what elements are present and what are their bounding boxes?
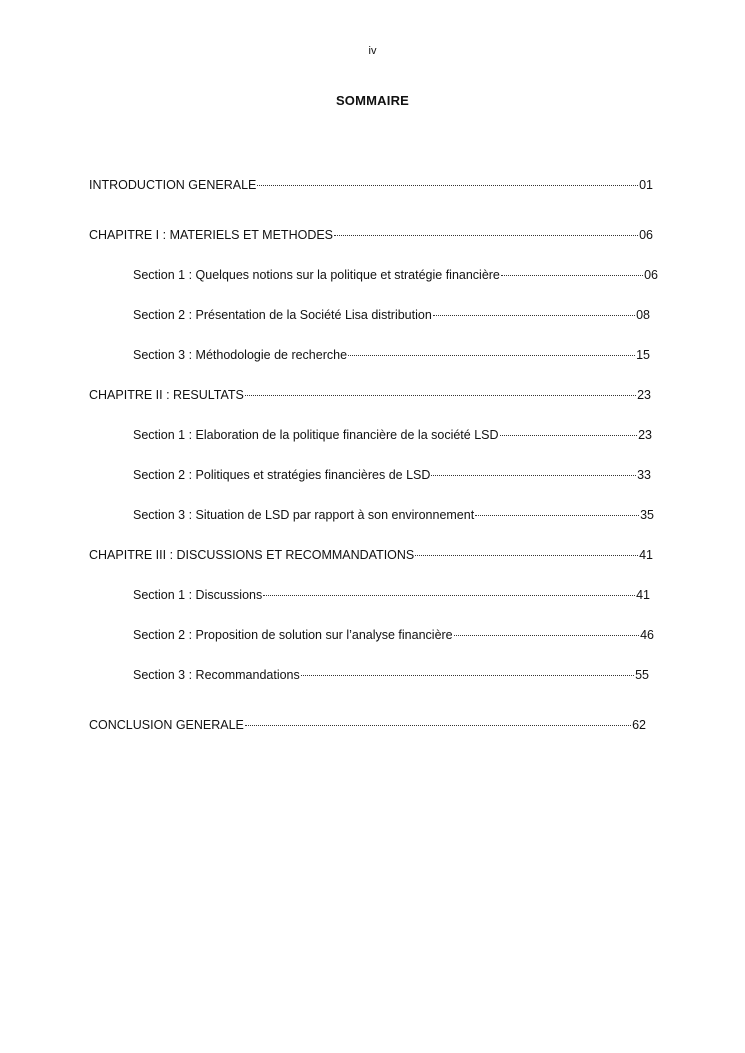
dot-leader [433,315,635,316]
toc-entry-section[interactable] [133,508,654,524]
toc-page: 01 [639,178,653,192]
toc-page: 06 [639,228,653,242]
toc-entry-section[interactable] [133,348,650,364]
dot-leader [263,595,635,596]
toc-label: Section 1 : Quelques notions sur la politique et stratégie financière [133,268,500,282]
toc-page: 23 [637,388,651,402]
toc-entry-section[interactable] [133,628,654,644]
toc-label: Section 3 : Méthodologie de recherche [133,348,348,362]
toc-entry-chapter-3[interactable] [89,548,653,564]
toc-entry-section[interactable] [133,428,652,444]
toc-label: Section 1 : Elaboration de la politique financière de la société LSD [133,428,499,442]
toc-entry-introduction[interactable] [89,178,653,194]
toc-label: Section 2 : Présentation de la Société Lisa distribution [133,308,432,322]
toc-label: Section 3 : Situation de LSD par rapport à son environnement [133,508,475,522]
toc-entry-section[interactable] [133,308,650,324]
toc-entry-section[interactable] [133,468,651,484]
dot-leader [454,635,639,636]
toc-page: 41 [636,588,650,602]
toc-label: Section 3 : Recommandations [133,668,300,682]
toc-label: CHAPITRE II : RESULTATS [89,388,244,402]
dot-leader [257,185,638,186]
toc-entry-chapter-1[interactable] [89,228,653,244]
toc-page: 33 [637,468,651,482]
toc-label: CHAPITRE III : DISCUSSIONS ET RECOMMANDATIONS [89,548,415,562]
dot-leader [245,725,631,726]
dot-leader [301,675,634,676]
toc-label: CONCLUSION GENERALE [89,718,244,732]
dot-leader [501,275,643,276]
toc-label: Section 2 : Politiques et stratégies financières de LSD [133,468,431,482]
toc-entry-section[interactable] [133,268,658,284]
toc-entry-section[interactable] [133,588,650,604]
dot-leader [500,435,638,436]
toc-page: 35 [640,508,654,522]
toc-label: INTRODUCTION GENERALE [89,178,257,192]
toc-page: 15 [636,348,650,362]
dot-leader [334,235,638,236]
toc-page: 23 [638,428,652,442]
toc-page: 62 [632,718,646,732]
toc-page: 08 [636,308,650,322]
dot-leader [415,555,638,556]
page-title: SOMMAIRE [335,93,410,108]
toc-label: CHAPITRE I : MATERIELS ET METHODES [89,228,334,242]
toc-page: 46 [640,628,654,642]
dot-leader [245,395,636,396]
toc-entry-section[interactable] [133,668,649,684]
toc-label: Section 2 : Proposition de solution sur l’analyse financière [133,628,453,642]
page-number: iv [368,45,377,57]
toc-entry-chapter-2[interactable] [89,388,651,404]
dot-leader [475,515,639,516]
toc-label: Section 1 : Discussions [133,588,263,602]
toc-page: 06 [644,268,658,282]
dot-leader [431,475,636,476]
dot-leader [348,355,635,356]
toc-page: 55 [635,668,649,682]
toc-entry-conclusion[interactable] [89,718,646,734]
toc-page: 41 [639,548,653,562]
